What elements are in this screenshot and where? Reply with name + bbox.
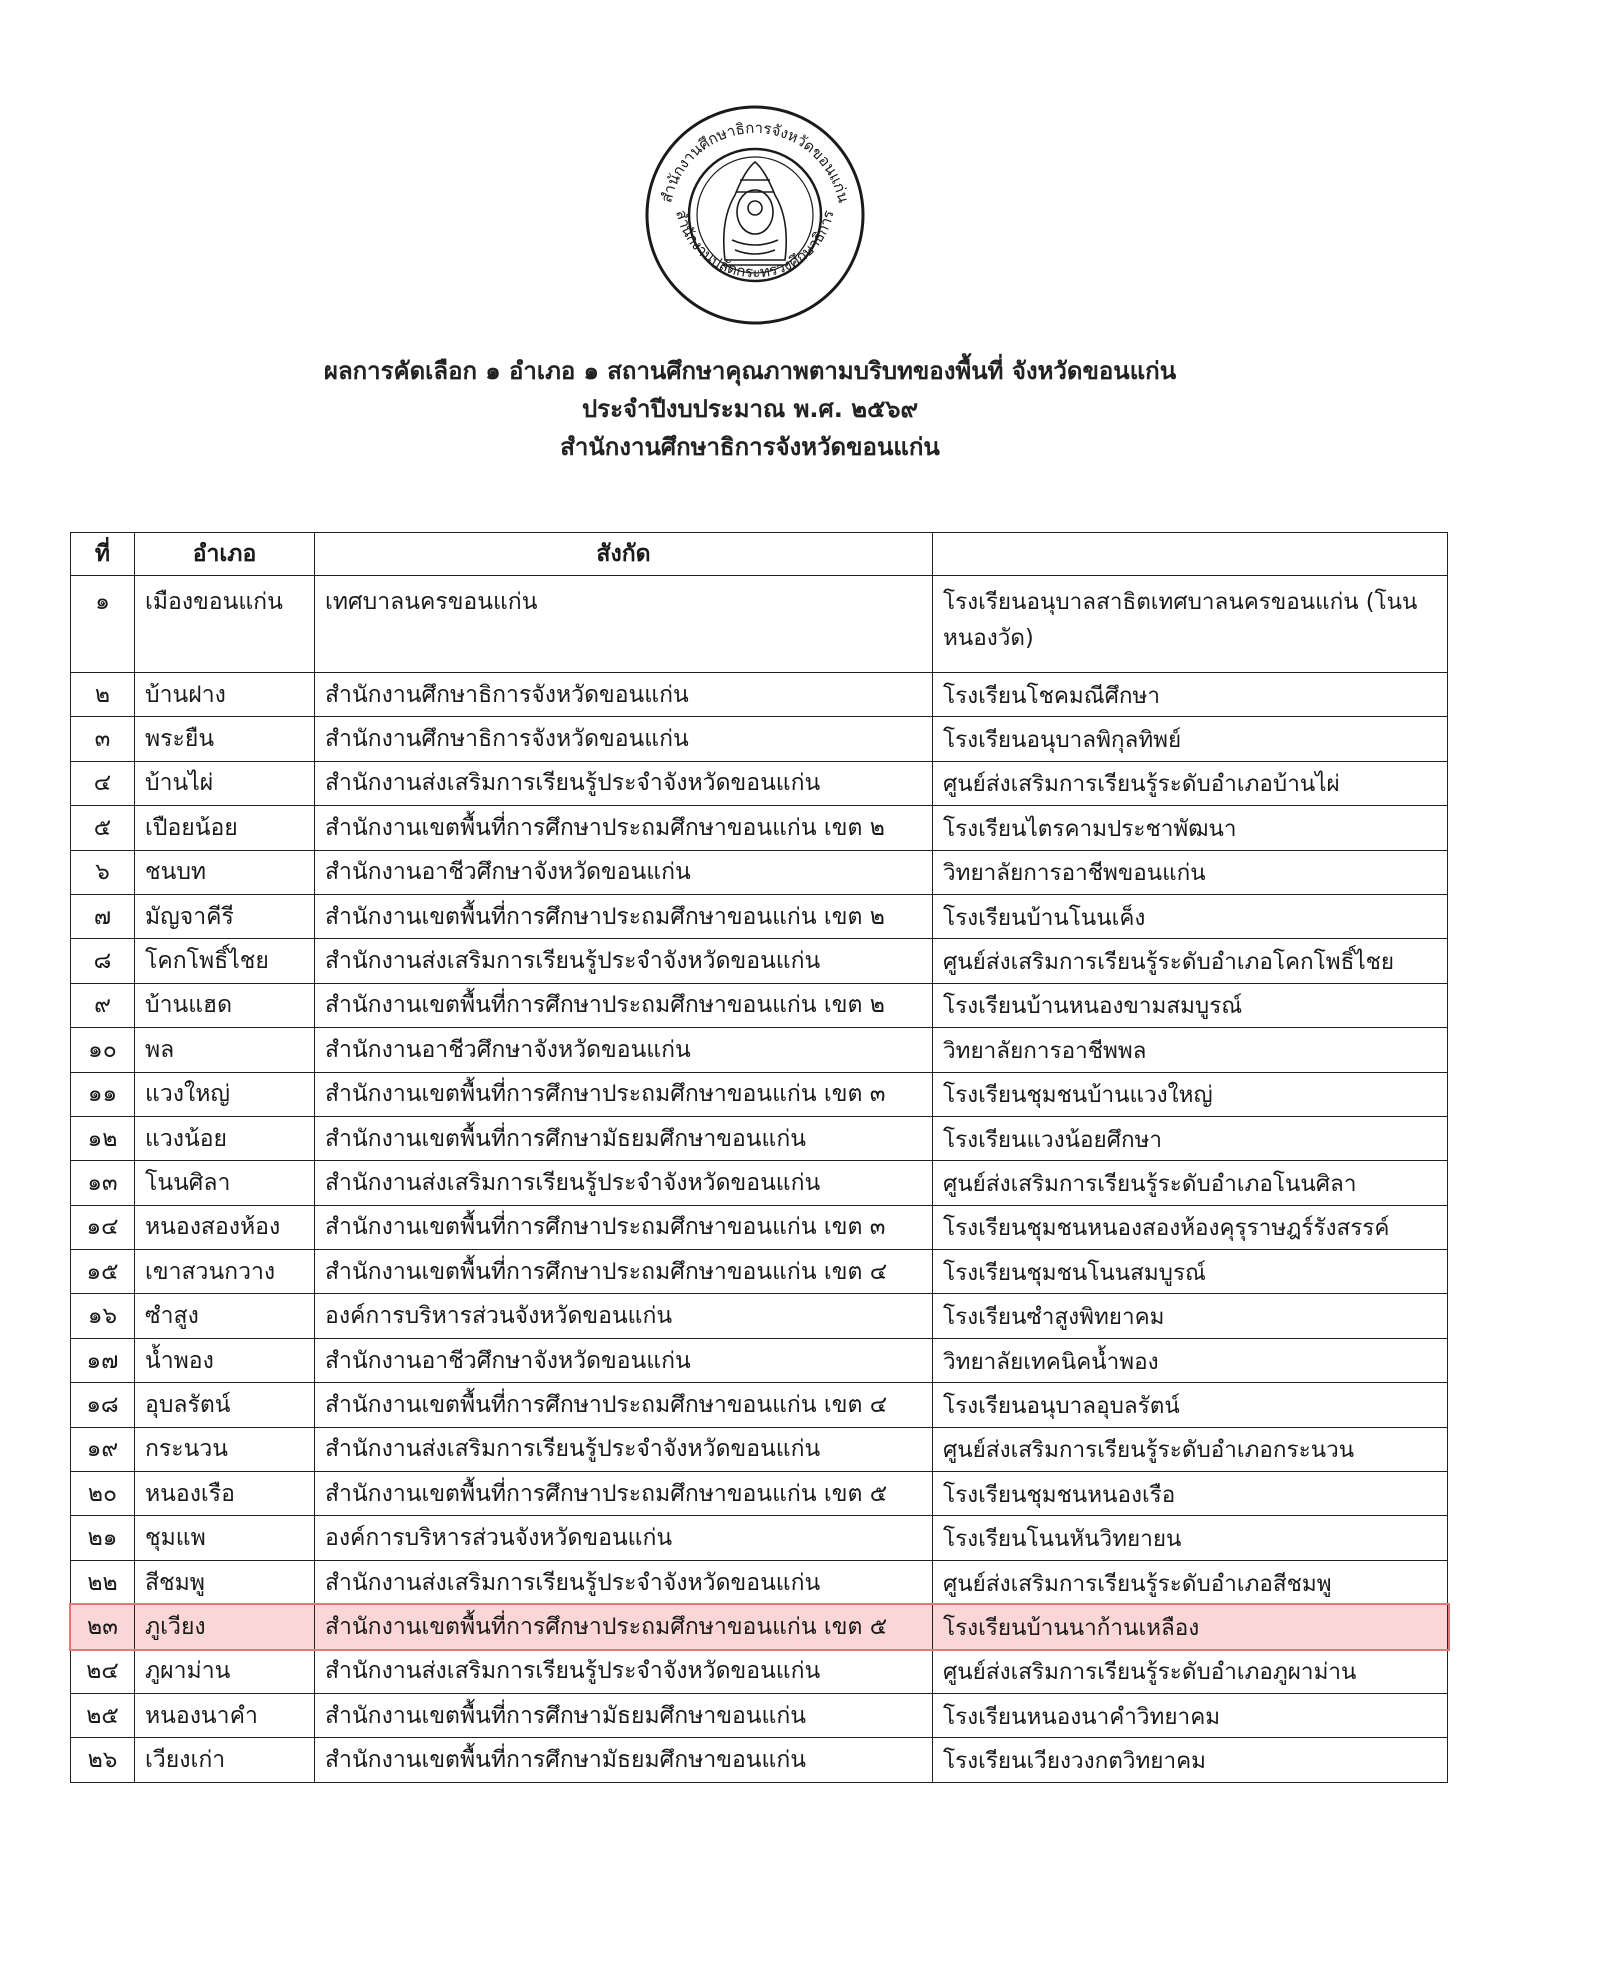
cell-institution: วิทยาลัยการอาชีพขอนแก่น (933, 850, 1448, 894)
table-row (71, 1294, 1448, 1338)
cell-district: หนองสองห้อง (135, 1205, 315, 1249)
svg-text:สำนักงานศึกษาธิการจังหวัดขอนแก: สำนักงานศึกษาธิการจังหวัดขอนแก่น (657, 118, 853, 205)
cell-affiliation: สำนักงานเขตพื้นที่การศึกษาประถมศึกษาขอนแก่น เขต ๒ (315, 894, 933, 938)
table-row (71, 1116, 1448, 1160)
cell-number: ๓ (71, 717, 135, 761)
cell-institution: ศูนย์ส่งเสริมการเรียนรู้ระดับอำเภอสีชมพู (933, 1560, 1448, 1604)
cell-district: โคกโพธิ์ไชย (135, 939, 315, 983)
table-body (71, 576, 1448, 1783)
table-row (71, 1560, 1448, 1604)
cell-district: ซำสูง (135, 1294, 315, 1338)
cell-district: เปือยน้อย (135, 806, 315, 850)
cell-number: ๙ (71, 983, 135, 1027)
cell-district: อุบลรัตน์ (135, 1383, 315, 1427)
cell-district: กระนวน (135, 1427, 315, 1471)
table-row (71, 1738, 1448, 1782)
cell-number: ๘ (71, 939, 135, 983)
cell-district: ชนบท (135, 850, 315, 894)
cell-institution: โรงเรียนบ้านหนองขามสมบูรณ์ (933, 983, 1448, 1027)
cell-district: หนองเรือ (135, 1472, 315, 1516)
table-row (71, 983, 1448, 1027)
cell-number: ๑๔ (71, 1205, 135, 1249)
cell-affiliation: สำนักงานเขตพื้นที่การศึกษาประถมศึกษาขอนแก่น เขต ๔ (315, 1250, 933, 1294)
cell-institution: โรงเรียนอนุบาลอุบลรัตน์ (933, 1383, 1448, 1427)
cell-number: ๑ (71, 576, 135, 673)
cell-institution: โรงเรียนชุมชนหนองสองห้องคุรุราษฎร์รังสรรค์ (933, 1205, 1448, 1249)
cell-institution: วิทยาลัยเทคนิคน้ำพอง (933, 1338, 1448, 1382)
table-row (71, 1250, 1448, 1294)
header-institution (933, 533, 1448, 576)
cell-affiliation: สำนักงานเขตพื้นที่การศึกษามัธยมศึกษาขอนแก่น (315, 1693, 933, 1737)
table-row (71, 1427, 1448, 1471)
cell-number: ๒๒ (71, 1560, 135, 1604)
table-header-row (71, 533, 1448, 576)
cell-institution: โรงเรียนซำสูงพิทยาคม (933, 1294, 1448, 1338)
cell-district: แวงใหญ่ (135, 1072, 315, 1116)
cell-affiliation: เทศบาลนครขอนแก่น (315, 576, 933, 673)
cell-affiliation: สำนักงานเขตพื้นที่การศึกษามัธยมศึกษาขอนแก่น (315, 1738, 933, 1782)
cell-district: พล (135, 1028, 315, 1072)
cell-district: แวงน้อย (135, 1116, 315, 1160)
header-district: อำเภอ (135, 533, 315, 576)
cell-district: น้ำพอง (135, 1338, 315, 1382)
cell-affiliation: สำนักงานเขตพื้นที่การศึกษามัธยมศึกษาขอนแก่น (315, 1116, 933, 1160)
office-seal (640, 100, 870, 330)
cell-number: ๑๐ (71, 1028, 135, 1072)
cell-district: มัญจาคีรี (135, 894, 315, 938)
cell-number: ๒๖ (71, 1738, 135, 1782)
cell-affiliation: สำนักงานเขตพื้นที่การศึกษาประถมศึกษาขอนแก่น เขต ๒ (315, 806, 933, 850)
cell-number: ๑๓ (71, 1161, 135, 1205)
cell-affiliation: สำนักงานอาชีวศึกษาจังหวัดขอนแก่น (315, 850, 933, 894)
heading-title: ผลการคัดเลือก ๑ อำเภอ ๑ สถานศึกษาคุณภาพตามบริบทของพื้นที่ จังหวัดขอนแก่น (323, 357, 1177, 385)
cell-number: ๑๕ (71, 1250, 135, 1294)
cell-affiliation: องค์การบริหารส่วนจังหวัดขอนแก่น (315, 1294, 933, 1338)
cell-institution: โรงเรียนโนนหันวิทยายน (933, 1516, 1448, 1560)
cell-affiliation: สำนักงานศึกษาธิการจังหวัดขอนแก่น (315, 673, 933, 717)
table-row (71, 1338, 1448, 1382)
header-number: ที่ (71, 533, 135, 576)
table-row (71, 717, 1448, 761)
table-row (71, 1072, 1448, 1116)
cell-number: ๕ (71, 806, 135, 850)
cell-affiliation: สำนักงานศึกษาธิการจังหวัดขอนแก่น (315, 717, 933, 761)
heading-fiscal-year: ประจำปีงบประมาณ พ.ศ. ๒๕๖๙ (581, 395, 919, 423)
cell-number: ๒๓ (71, 1605, 135, 1649)
table-row (71, 1693, 1448, 1737)
cell-number: ๖ (71, 850, 135, 894)
cell-district: เวียงเก่า (135, 1738, 315, 1782)
table-row (71, 894, 1448, 938)
cell-institution: โรงเรียนหนองนาคำวิทยาคม (933, 1693, 1448, 1737)
cell-affiliation: สำนักงานส่งเสริมการเรียนรู้ประจำจังหวัดขอนแก่น (315, 1427, 933, 1471)
cell-institution: โรงเรียนอนุบาลสาธิตเทศบาลนครขอนแก่น (โนนหนองวัด) (933, 576, 1448, 673)
cell-affiliation: สำนักงานส่งเสริมการเรียนรู้ประจำจังหวัดขอนแก่น (315, 939, 933, 983)
cell-district: เขาสวนกวาง (135, 1250, 315, 1294)
cell-institution: ศูนย์ส่งเสริมการเรียนรู้ระดับอำเภอภูผาม่าน (933, 1649, 1448, 1693)
cell-district: พระยืน (135, 717, 315, 761)
cell-number: ๑๑ (71, 1072, 135, 1116)
cell-number: ๑๒ (71, 1116, 135, 1160)
svg-text:สำนักงานปลัดกระทรวงศึกษาธิการ: สำนักงานปลัดกระทรวงศึกษาธิการ (671, 207, 838, 282)
cell-institution: โรงเรียนบ้านนาก้านเหลือง (933, 1605, 1448, 1649)
header-affiliation: สังกัด (315, 533, 933, 576)
table-row (71, 850, 1448, 894)
table-row (71, 576, 1448, 673)
cell-affiliation: สำนักงานเขตพื้นที่การศึกษาประถมศึกษาขอนแก่น เขต ๓ (315, 1205, 933, 1249)
table-row (71, 1649, 1448, 1693)
cell-number: ๔ (71, 761, 135, 805)
cell-district: หนองนาคำ (135, 1693, 315, 1737)
cell-institution: โรงเรียนแวงน้อยศึกษา (933, 1116, 1448, 1160)
cell-affiliation: สำนักงานอาชีวศึกษาจังหวัดขอนแก่น (315, 1338, 933, 1382)
cell-affiliation: สำนักงานอาชีวศึกษาจังหวัดขอนแก่น (315, 1028, 933, 1072)
cell-number: ๒๕ (71, 1693, 135, 1737)
cell-district: บ้านไผ่ (135, 761, 315, 805)
cell-institution: ศูนย์ส่งเสริมการเรียนรู้ระดับอำเภอโคกโพธิ์ไชย (933, 939, 1448, 983)
cell-affiliation: สำนักงานส่งเสริมการเรียนรู้ประจำจังหวัดขอนแก่น (315, 1560, 933, 1604)
cell-district: ภูเวียง (135, 1605, 315, 1649)
table-row (71, 1516, 1448, 1560)
table-row (71, 761, 1448, 805)
cell-number: ๒๑ (71, 1516, 135, 1560)
cell-institution: โรงเรียนเวียงวงกตวิทยาคม (933, 1738, 1448, 1782)
cell-affiliation: สำนักงานส่งเสริมการเรียนรู้ประจำจังหวัดขอนแก่น (315, 1649, 933, 1693)
cell-institution: ศูนย์ส่งเสริมการเรียนรู้ระดับอำเภอกระนวน (933, 1427, 1448, 1471)
results-table (70, 532, 1448, 1783)
cell-affiliation: สำนักงานเขตพื้นที่การศึกษาประถมศึกษาขอนแก่น เขต ๕ (315, 1472, 933, 1516)
table-row (71, 1383, 1448, 1427)
cell-institution: ศูนย์ส่งเสริมการเรียนรู้ระดับอำเภอบ้านไผ่ (933, 761, 1448, 805)
heading-office: สำนักงานศึกษาธิการจังหวัดขอนแก่น (560, 433, 940, 461)
cell-district: บ้านฝาง (135, 673, 315, 717)
cell-number: ๑๗ (71, 1338, 135, 1382)
cell-district: สีชมพู (135, 1560, 315, 1604)
cell-district: เมืองขอนแก่น (135, 576, 315, 673)
cell-institution: โรงเรียนโชคมณีศึกษา (933, 673, 1448, 717)
cell-institution: โรงเรียนไตรคามประชาพัฒนา (933, 806, 1448, 850)
cell-district: บ้านแฮด (135, 983, 315, 1027)
table-row (71, 673, 1448, 717)
cell-affiliation: สำนักงานส่งเสริมการเรียนรู้ประจำจังหวัดขอนแก่น (315, 1161, 933, 1205)
cell-affiliation: สำนักงานเขตพื้นที่การศึกษาประถมศึกษาขอนแก่น เขต ๓ (315, 1072, 933, 1116)
cell-number: ๗ (71, 894, 135, 938)
cell-number: ๑๖ (71, 1294, 135, 1338)
cell-affiliation: สำนักงานส่งเสริมการเรียนรู้ประจำจังหวัดขอนแก่น (315, 761, 933, 805)
cell-district: ชุมแพ (135, 1516, 315, 1560)
table-row (71, 939, 1448, 983)
table-row (71, 1205, 1448, 1249)
cell-institution: โรงเรียนชุมชนหนองเรือ (933, 1472, 1448, 1516)
table-row (71, 1028, 1448, 1072)
table-row (71, 806, 1448, 850)
cell-institution: วิทยาลัยการอาชีพพล (933, 1028, 1448, 1072)
cell-affiliation: องค์การบริหารส่วนจังหวัดขอนแก่น (315, 1516, 933, 1560)
cell-number: ๑๘ (71, 1383, 135, 1427)
cell-district: โนนศิลา (135, 1161, 315, 1205)
cell-number: ๒๐ (71, 1472, 135, 1516)
cell-institution: โรงเรียนชุมชนโนนสมบูรณ์ (933, 1250, 1448, 1294)
table-row (71, 1472, 1448, 1516)
cell-number: ๒ (71, 673, 135, 717)
cell-district: ภูผาม่าน (135, 1649, 315, 1693)
cell-affiliation: สำนักงานเขตพื้นที่การศึกษาประถมศึกษาขอนแก่น เขต ๕ (315, 1605, 933, 1649)
cell-affiliation: สำนักงานเขตพื้นที่การศึกษาประถมศึกษาขอนแก่น เขต ๒ (315, 983, 933, 1027)
table-row (71, 1161, 1448, 1205)
document-heading (0, 352, 1500, 466)
cell-number: ๒๔ (71, 1649, 135, 1693)
cell-institution: โรงเรียนชุมชนบ้านแวงใหญ่ (933, 1072, 1448, 1116)
cell-number: ๑๙ (71, 1427, 135, 1471)
cell-affiliation: สำนักงานเขตพื้นที่การศึกษาประถมศึกษาขอนแก่น เขต ๔ (315, 1383, 933, 1427)
cell-institution: โรงเรียนบ้านโนนเค็ง (933, 894, 1448, 938)
cell-institution: โรงเรียนอนุบาลพิกุลทิพย์ (933, 717, 1448, 761)
cell-institution: ศูนย์ส่งเสริมการเรียนรู้ระดับอำเภอโนนศิลา (933, 1161, 1448, 1205)
table-row (71, 1605, 1448, 1649)
